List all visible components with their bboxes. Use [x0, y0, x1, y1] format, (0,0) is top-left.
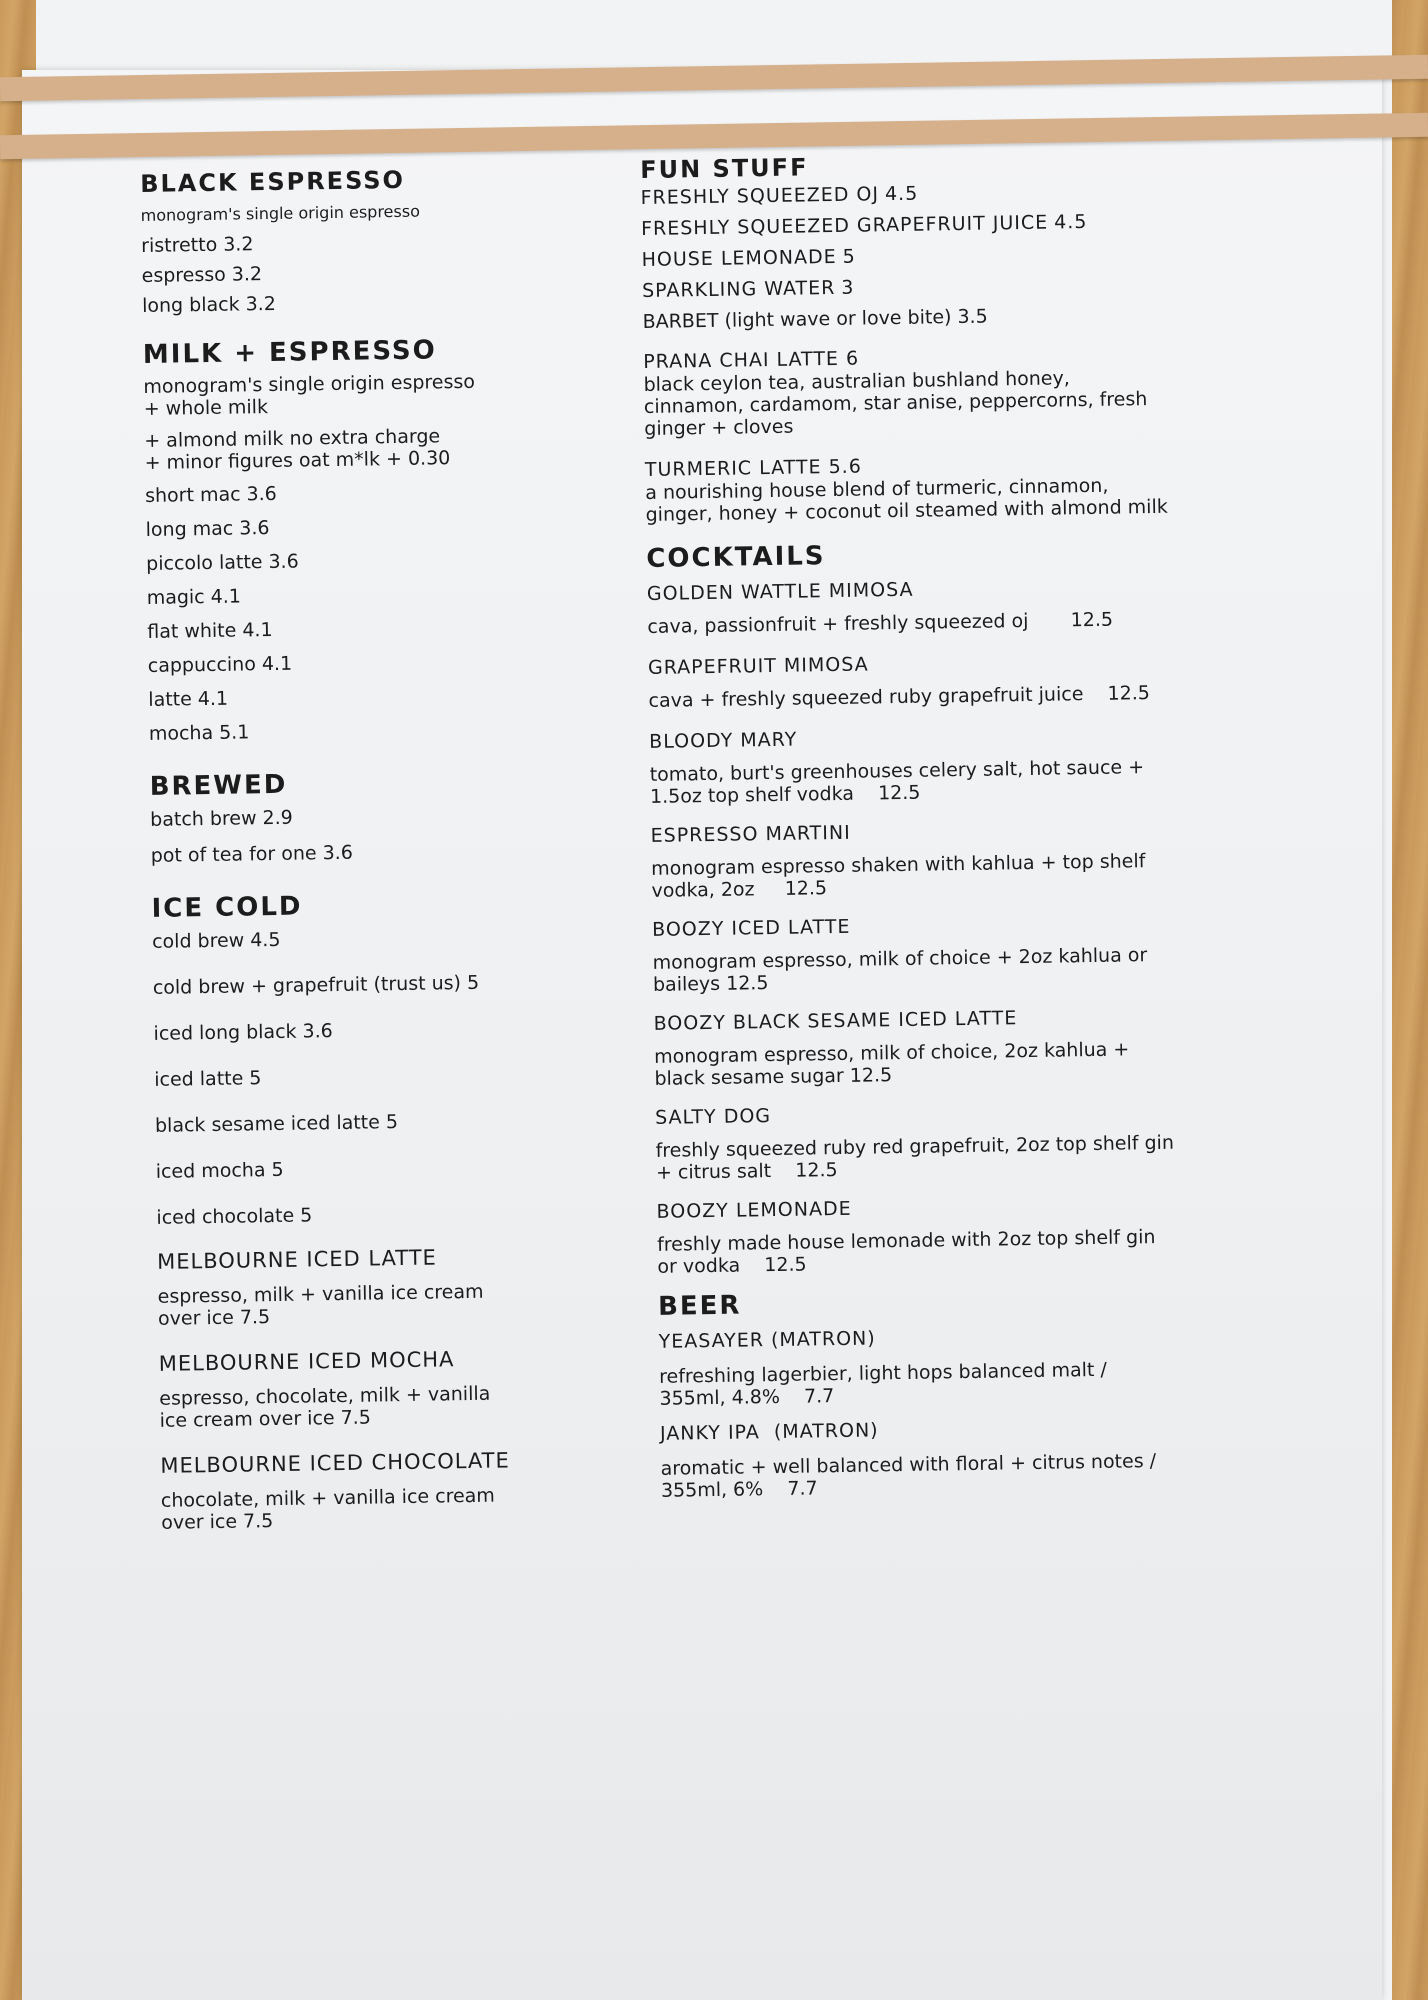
- item-name: latte: [148, 688, 193, 711]
- menu-item: [153, 969, 573, 1000]
- item-price: 7.5: [242, 1510, 274, 1533]
- item-price: 3.6: [302, 1020, 333, 1043]
- section-fun-stuff: [640, 146, 1266, 526]
- item-description: 1.5oz top shelf vodka 12.5: [649, 781, 921, 808]
- menu-item: [149, 715, 569, 746]
- menu-item: [648, 646, 1269, 712]
- item-title: YEASAYER (MATRON): [658, 1327, 876, 1353]
- item-title: PRANA CHAI LATTE 6: [643, 347, 860, 373]
- item-title: BLOODY MARY: [649, 728, 798, 753]
- item-price: 5.1: [218, 721, 250, 744]
- item-title: MELBOURNE ICED CHOCOLATE: [160, 1448, 510, 1478]
- section-melbourne-mocha: [159, 1345, 580, 1432]
- menu-item: [658, 1320, 1279, 1410]
- item-name: long black: [141, 293, 240, 317]
- menu-item: [156, 1199, 576, 1230]
- section-note: monogram's single origin espresso: [143, 370, 476, 398]
- item-price: 4.1: [261, 652, 293, 676]
- menu-item: [156, 1153, 576, 1184]
- menu-item: [650, 814, 1271, 902]
- item-description: or vodka 12.5: [657, 1253, 807, 1278]
- item-price: 3.2: [223, 233, 254, 256]
- section-title: ICE COLD: [151, 891, 303, 924]
- menu-item: [649, 720, 1270, 808]
- item-description: espresso, milk + vanilla ice cream: [157, 1280, 484, 1308]
- item-name: cold brew + grapefruit (trust us): [152, 972, 462, 999]
- item-name: long mac: [145, 517, 234, 541]
- item-title: TURMERIC LATTE 5.6: [644, 455, 862, 481]
- menu-item: [141, 227, 561, 258]
- item-price: 5: [300, 1204, 313, 1227]
- item-description: 355ml, 4.8% 7.7: [659, 1385, 835, 1410]
- menu-item: [146, 545, 566, 576]
- section-cocktails: [646, 534, 1277, 1278]
- item-title: MELBOURNE ICED MOCHA: [158, 1347, 455, 1376]
- item-description: aromatic + well balanced with floral + citrus notes /: [660, 1450, 1157, 1480]
- section-note: + whole milk: [143, 396, 269, 420]
- menu-item: [154, 1061, 574, 1092]
- item-description: cinnamon, cardamom, star anise, peppercorns, fresh: [643, 388, 1148, 418]
- item-description-end: over ice: [161, 1510, 238, 1534]
- item-price: 4.5: [884, 182, 919, 206]
- item-price: 3.6: [268, 550, 299, 574]
- menu-left-column: [140, 163, 581, 1533]
- item-name: magic: [146, 586, 205, 609]
- section-title: BREWED: [149, 769, 288, 802]
- item-price: 3: [841, 276, 855, 299]
- item-price: 3.6: [322, 841, 354, 865]
- item-price: 7.5: [239, 1306, 271, 1329]
- item-title: GOLDEN WATTLE MIMOSA: [646, 578, 914, 605]
- item-description: espresso, chocolate, milk + vanilla: [159, 1382, 491, 1410]
- item-title: JANKY IPA (MATRON): [659, 1419, 879, 1445]
- item-description: cava, passionfruit + freshly squeezed oj 12.5: [647, 608, 1114, 638]
- item-description: refreshing lagerbier, light hops balanced malt /: [659, 1358, 1107, 1388]
- menu-item: [660, 1412, 1281, 1502]
- item-name: pot of tea for one: [150, 842, 317, 867]
- item-price: 4.1: [210, 585, 242, 608]
- section-title: BLACK ESPRESSO: [140, 165, 406, 198]
- item-description: black sesame sugar 12.5: [654, 1064, 893, 1090]
- item-price: 3.6: [239, 517, 270, 540]
- section-beer: [658, 1282, 1281, 1502]
- item-price: 5: [249, 1067, 262, 1090]
- item-name: flat white: [147, 619, 237, 643]
- item-title: BOOZY BLACK SESAME ICED LATTE: [653, 1007, 1018, 1035]
- item-description-end: ice cream over ice: [159, 1407, 335, 1432]
- menu-item: [153, 1015, 573, 1046]
- section-ice-cold: [151, 887, 576, 1230]
- item-name: piccolo latte: [146, 551, 263, 575]
- section-note: + minor figures oat m*lk + 0.30: [144, 447, 451, 474]
- item-price: 5: [842, 245, 856, 268]
- menu-item: [148, 647, 568, 678]
- item-price: 3.2: [231, 263, 263, 286]
- item-title: ESPRESSO MARTINI: [650, 821, 851, 847]
- item-description: + citrus salt 12.5: [655, 1159, 838, 1184]
- section-black-espresso: [140, 163, 562, 318]
- item-title: GRAPEFRUIT MIMOSA: [647, 653, 869, 679]
- menu-right-column: [640, 146, 1281, 1512]
- item-description: baileys 12.5: [652, 972, 769, 996]
- item-price: 3.6: [246, 482, 277, 506]
- item-name: iced mocha: [155, 1159, 266, 1183]
- menu-item: [151, 837, 571, 868]
- menu-item: [653, 1002, 1274, 1090]
- item-description: freshly made house lemonade with 2oz top shelf gin: [656, 1226, 1156, 1256]
- menu-item: [652, 908, 1273, 996]
- item-description: monogram espresso shaken with kahlua + top shelf: [651, 850, 1146, 880]
- item-description: ginger + cloves: [644, 415, 794, 440]
- item-name: ristretto: [141, 233, 218, 257]
- menu-item: [142, 287, 562, 318]
- item-description: 355ml, 6% 7.7: [660, 1477, 818, 1502]
- item-description: a nourishing house blend of turmeric, cinnamon,: [645, 474, 1109, 504]
- item-description: vodka, 2oz 12.5: [651, 877, 828, 902]
- menu-item: [152, 923, 572, 954]
- item-price: 5: [466, 971, 480, 994]
- menu-item: [141, 257, 561, 288]
- item-title: BOOZY ICED LATTE: [651, 915, 851, 941]
- section-note: monogram's single origin espresso: [140, 201, 421, 225]
- item-description: monogram espresso, milk of choice, 2oz kahlua +: [653, 1038, 1130, 1068]
- item-price: 5: [271, 1158, 284, 1182]
- item-name: iced chocolate: [156, 1204, 295, 1229]
- item-description: monogram espresso, milk of choice + 2oz kahlua or: [652, 944, 1148, 974]
- item-name: cappuccino: [147, 653, 257, 677]
- item-name: SPARKLING WATER: [641, 276, 836, 302]
- item-name: HOUSE LEMONADE: [641, 245, 837, 271]
- section-title: BEER: [657, 1290, 742, 1322]
- item-description: black ceylon tea, australian bushland honey,: [643, 367, 1070, 396]
- item-name: batch brew: [150, 807, 257, 831]
- item-description: chocolate, milk + vanilla ice cream: [160, 1484, 496, 1512]
- item-description: ginger, honey + coconut oil steamed with almond milk: [645, 495, 1168, 526]
- item-price: 4.1: [197, 687, 229, 711]
- section-title: FUN STUFF: [640, 153, 809, 184]
- menu-item: [641, 207, 1261, 241]
- section-melbourne-chocolate: [160, 1447, 581, 1534]
- item-name: black sesame iced latte: [154, 1111, 381, 1137]
- section-melbourne-latte: [157, 1243, 578, 1330]
- item-description-end: over ice: [157, 1306, 235, 1330]
- item-description: freshly squeezed ruby red grapefruit, 2oz top shelf gin: [655, 1131, 1175, 1162]
- item-name: iced latte: [154, 1067, 244, 1091]
- menu-item: [155, 1107, 575, 1138]
- section-note: + almond milk no extra charge: [144, 425, 441, 452]
- item-description: cava + freshly squeezed ruby grapefruit juice 12.5: [648, 682, 1151, 712]
- item-price: 5: [385, 1111, 399, 1134]
- item-price: 2.9: [262, 806, 293, 830]
- item-title: MELBOURNE ICED LATTE: [156, 1245, 438, 1274]
- menu-item: [647, 572, 1268, 638]
- section-milk-espresso: [143, 333, 569, 746]
- item-name: espresso: [141, 263, 226, 287]
- item-price: 7.5: [340, 1406, 372, 1430]
- item-name: iced long black: [153, 1020, 297, 1045]
- item-name: mocha: [148, 721, 214, 745]
- item-name: FRESHLY SQUEEZED GRAPEFRUIT JUICE: [640, 211, 1049, 240]
- menu-item: [655, 1096, 1276, 1184]
- item-title: BOOZY LEMONADE: [656, 1197, 852, 1223]
- item-title: SALTY DOG: [654, 1105, 772, 1129]
- section-title: COCKTAILS: [646, 541, 826, 574]
- menu-item: [147, 613, 567, 644]
- menu-item: [642, 269, 1262, 303]
- item-price: 3.2: [245, 292, 276, 316]
- menu-item: [145, 511, 565, 542]
- menu-item: [641, 238, 1261, 272]
- item-price: 4.5: [1054, 210, 1088, 234]
- item-name: FRESHLY SQUEEZED OJ: [640, 183, 880, 209]
- menu-item: [656, 1190, 1277, 1278]
- menu-item: [147, 579, 567, 610]
- item-name: short mac: [144, 483, 241, 507]
- item-name: cold brew: [151, 929, 245, 953]
- menu-item: [148, 681, 568, 712]
- item-description: tomato, burt's greenhouses celery salt, hot sauce +: [649, 756, 1145, 786]
- section-brewed: [149, 765, 570, 868]
- item-price: 4.5: [250, 928, 281, 952]
- item-price: 4.1: [242, 618, 273, 642]
- menu-item: [145, 477, 565, 508]
- menu-item: BARBET (light wave or love bite) 3.5: [642, 305, 988, 333]
- menu-item: [150, 801, 570, 832]
- section-title: MILK + ESPRESSO: [142, 335, 437, 370]
